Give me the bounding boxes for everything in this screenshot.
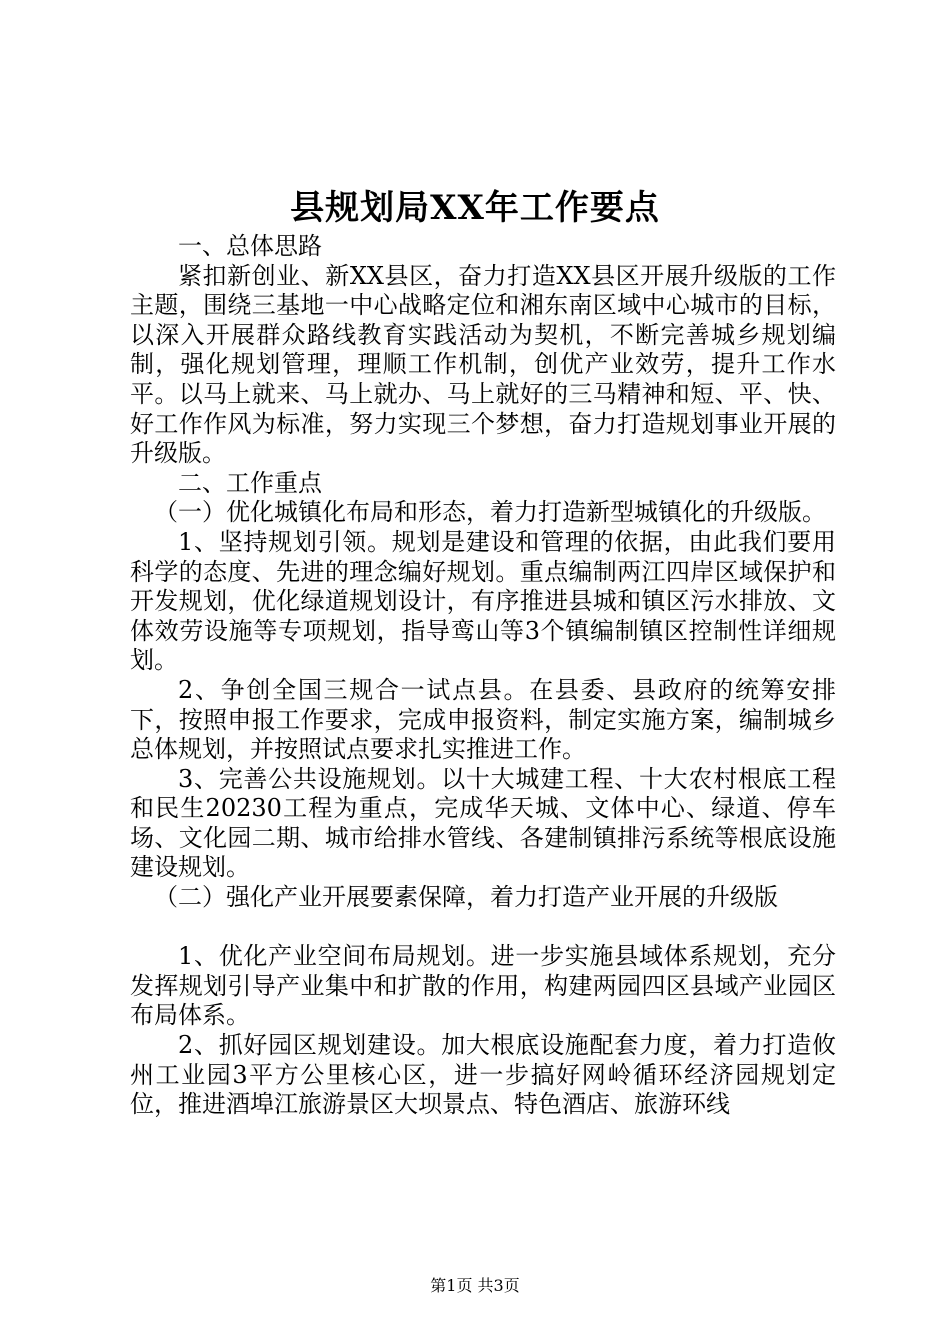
list-item-industry-layout: 1、优化产业空间布局规划。进一步实施县域体系规划，充分发挥规划引导产业集中和扩散的作用，构建两园四区县域产业园区布局体系。 <box>130 942 836 1030</box>
section-heading-overall-approach: 一、总体思路 <box>178 232 322 260</box>
list-item-planning-guidance: 1、坚持规划引领。规划是建设和管理的依据，由此我们要用科学的态度、先进的理念编好规划。重点编制两江四岸区域保护和开发规划，优化绿道规划设计，有序推进县城和镇区污水排放、文体效劳设施等专项规划，指导鸾山等3个镇编制镇区控制性详细规划。 <box>130 527 836 675</box>
list-item-three-plans-pilot: 2、争创全国三规合一试点县。在县委、县政府的统筹安排下，按照申报工作要求，完成申报资料，制定实施方案，编制城乡总体规划，并按照试点要求扎实推进工作。 <box>130 675 836 764</box>
page-title: 县规划局XX年工作要点 <box>290 188 660 228</box>
page-footer: 第1页 共3页 <box>430 1276 520 1295</box>
paragraph-overall-approach: 紧扣新创业、新XX县区，奋力打造XX县区开展升级版的工作主题，围绕三基地一中心战略定位和湘东南区域中心城市的目标，以深入开展群众路线教育实践活动为契机，不断完善城乡规划编制，强化规划管理，理顺工作机制，创优产业效劳，提升工作水平。以马上就来、马上就办、马上就好的三马精神和短、平、快、好工作作风为标准，努力实现三个梦想，奋力打造规划事业开展的升级版。 <box>130 261 836 468</box>
subsection-heading-urbanization: （一）优化城镇化布局和形态，着力打造新型城镇化的升级版。 <box>154 498 826 527</box>
section-heading-work-focus: 二、工作重点 <box>178 468 322 497</box>
subsection-heading-industry: （二）强化产业开展要素保障，着力打造产业开展的升级版 <box>154 883 778 912</box>
list-item-public-facilities: 3、完善公共设施规划。以十大城建工程、十大农村根底工程和民生20230工程为重点，完成华天城、文体中心、绿道、停车场、文化园二期、城市给排水管线、各建制镇排污系统等根底设施建设规划。 <box>130 764 836 882</box>
list-item-park-planning: 2、抓好园区规划建设。加大根底设施配套力度，着力打造攸州工业园3平方公里核心区，进一步搞好网岭循环经济园规划定位，推进酒埠江旅游景区大坝景点、特色酒店、旅游环线 <box>130 1031 836 1119</box>
document-body <box>130 232 836 1120</box>
